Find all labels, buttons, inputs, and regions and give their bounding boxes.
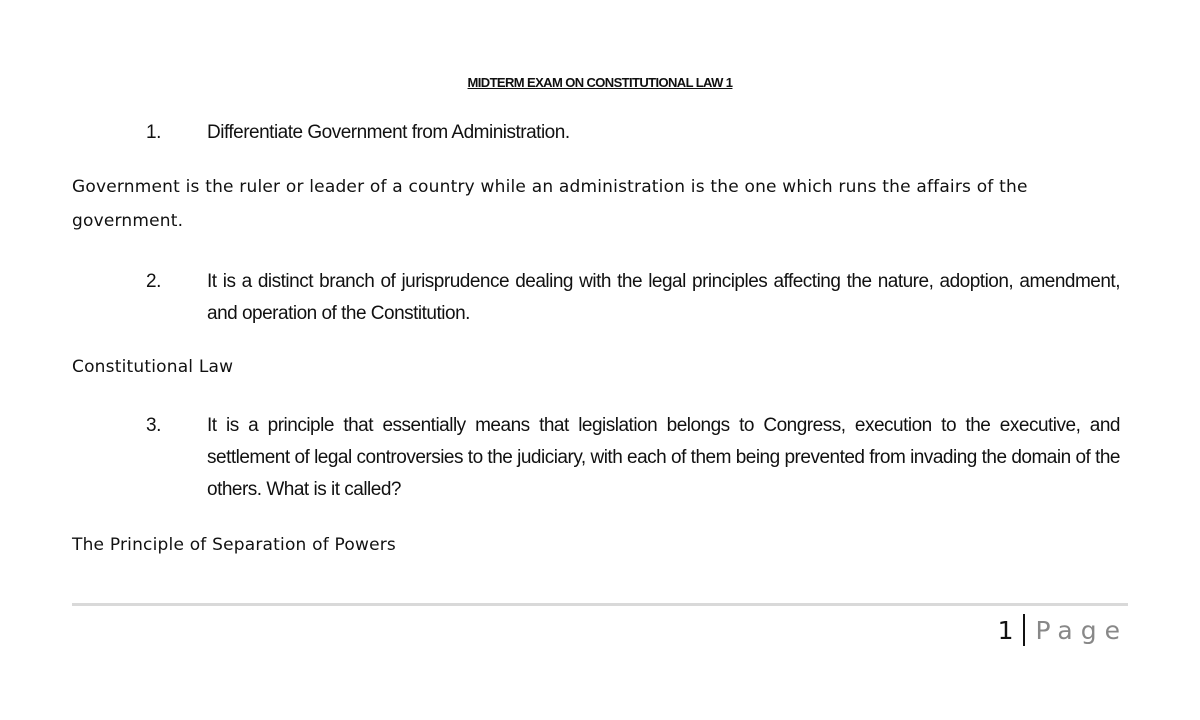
question-number: 3.	[146, 415, 161, 436]
question-text: Differentiate Government from Administration.	[207, 122, 570, 143]
question-text: It is a principle that essentially means that legislation belongs to Congress, execution to the executive, and settlement of legal controversies to the judiciary, with each of them being prevented from invading the domain of the others. What is it called?	[207, 415, 1120, 500]
answer-text: The Principle of Separation of Powers	[72, 535, 396, 555]
footer-divider	[72, 603, 1128, 606]
question-text: It is a distinct branch of jurisprudence dealing with the legal principles affecting the nature, adoption, amendment, and operation of the Constitution.	[207, 271, 1120, 324]
page-label: Page	[1035, 615, 1128, 645]
page-number: 1	[997, 615, 1014, 645]
question-number: 2.	[146, 271, 161, 292]
page-footer	[998, 614, 1128, 646]
answer-text: Government is the ruler or leader of a country while an administration is the one which runs the affairs of the government.	[72, 177, 1028, 231]
answer-text: Constitutional Law	[72, 357, 234, 377]
exam-title: MIDTERM EXAM ON CONSTITUTIONAL LAW 1	[467, 75, 733, 90]
question-number: 1.	[146, 122, 161, 143]
footer-separator	[1023, 614, 1025, 646]
